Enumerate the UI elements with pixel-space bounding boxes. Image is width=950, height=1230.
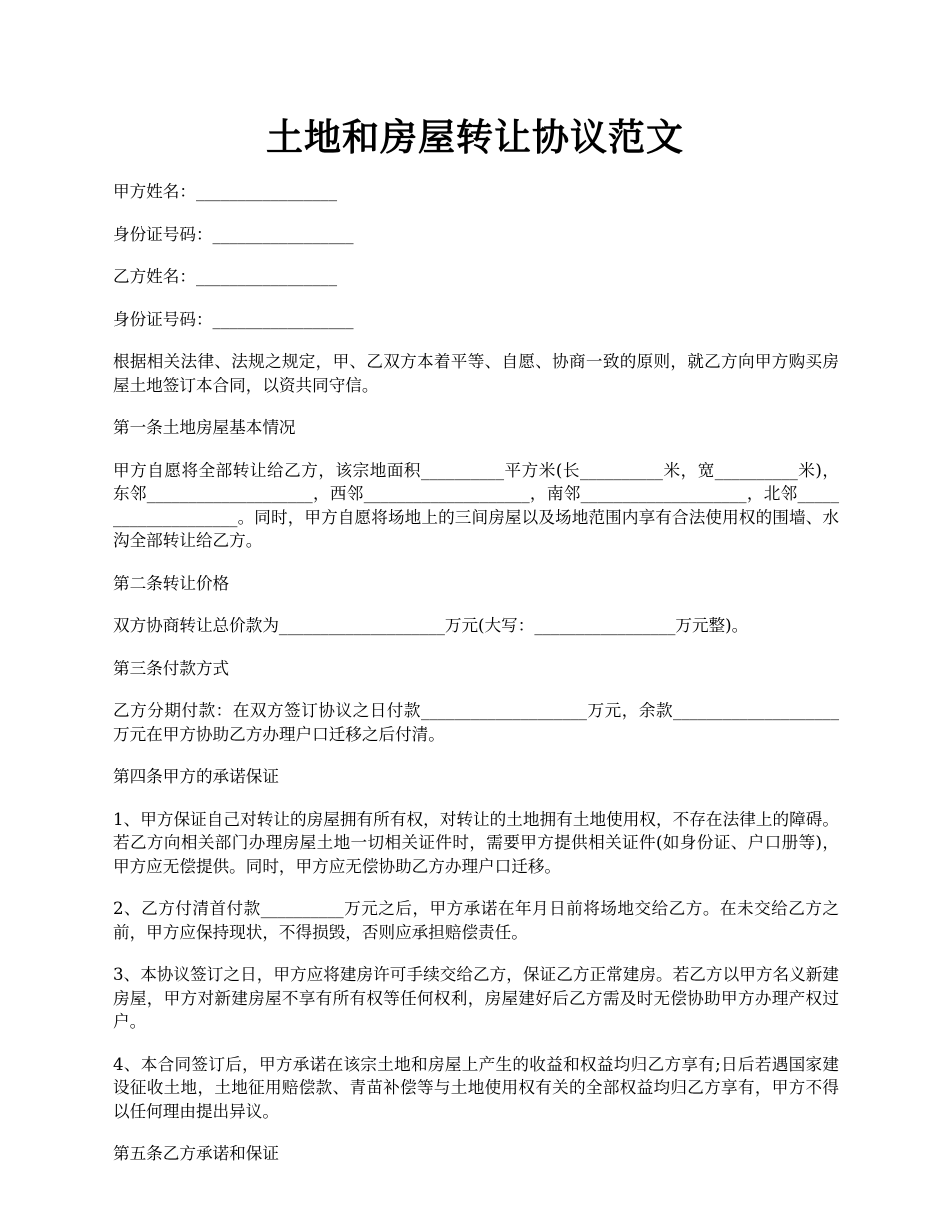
preamble-paragraph: 根据相关法律、法规之规定，甲、乙双方本着平等、自愿、协商一致的原则，就乙方向甲方购买房屋土地签订本合同，以资共同守信。 [113,352,839,395]
article-2-body: 双方协商转让总价款为____________________万元(大写：_________________万元整)。 [113,616,749,635]
article-4-clause-1: 1、甲方保证自己对转让的房屋拥有所有权，对转让的土地拥有土地使用权，不存在法律上的障碍。若乙方向相关部门办理房屋土地一切相关证件时，需要甲方提供相关证件(如身份证、户口册等)，甲方应无偿提供。同时，甲方应无偿协助乙方办理户口迁移。 [113,809,839,876]
article-3-heading: 第三条付款方式 [113,658,230,678]
party-b-name-line: 乙方姓名：_________________ [113,267,338,286]
party-a-name-line: 甲方姓名：_________________ [113,182,338,201]
article-4-clause-2: 2、乙方付清首付款__________万元之后，甲方承诺在年月日前将场地交给乙方。在未交给乙方之前，甲方应保持现状，不得损毁，否则应承担赔偿责任。 [113,899,839,942]
party-a-id-line: 身份证号码：_________________ [113,224,354,244]
article-4-clause-4: 4、本合同签订后，甲方承诺在该宗土地和房屋上产生的收益和权益均归乙方享有;日后若遇国家建设征收土地，土地征用赔偿款、青苗补偿等与土地使用权有关的全部权益均归乙方享有，甲方不得以任何理由提出异议。 [113,1054,839,1121]
document-title: 土地和房屋转让协议范文 [266,115,684,159]
article-3-body: 乙方分期付款：在双方签订协议之日付款____________________万元，余款____________________万元在甲方协助乙方办理户口迁移之后付清。 [113,701,839,744]
document-body [113,180,839,1185]
article-2-heading: 第二条转让价格 [113,573,230,593]
article-5-heading: 第五条乙方承诺和保证 [113,1144,279,1163]
article-1-heading: 第一条土地房屋基本情况 [113,418,296,437]
article-4-clause-3: 3、本协议签订之日，甲方应将建房许可手续交给乙方，保证乙方正常建房。若乙方以甲方名义新建房屋，甲方对新建房屋不享有所有权等任何权利，房屋建好后乙方需及时无偿协助甲方办理产权过户。 [113,965,839,1031]
article-1-body: 甲方自愿将全部转让给乙方，该宗地面积__________平方米(长__________米，宽__________米)，东邻____________________，西邻____________________，南邻____________________，北邻____________________。同时，甲方自愿将场地上的三间房屋以及场地范围内享有合法使用权的围墙、水沟全部转让给乙方。 [113,460,839,550]
article-4-heading: 第四条甲方的承诺保证 [113,767,279,786]
party-b-id-line: 身份证号码：_________________ [113,309,354,329]
